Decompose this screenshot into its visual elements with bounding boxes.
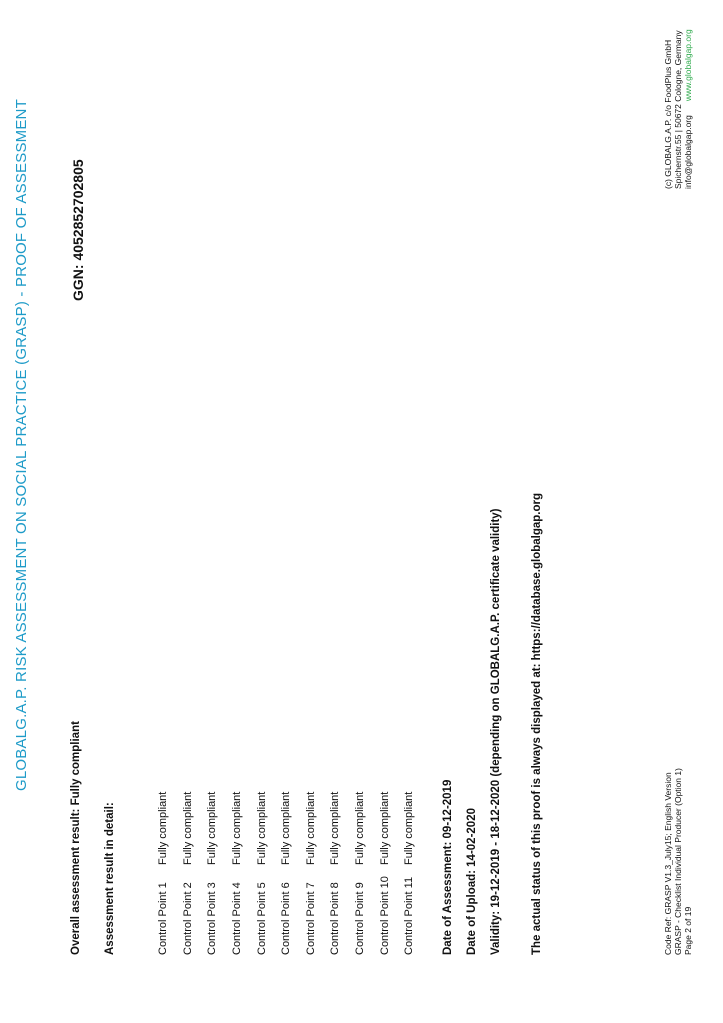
footer-contact	[683, 29, 693, 189]
control-point-row	[249, 792, 274, 955]
control-point-row	[397, 792, 422, 955]
ggn-number: GGN: 4052852702805	[70, 159, 86, 301]
footer-page-number: Page 2 of 19	[683, 906, 693, 955]
footer-email-link[interactable]: info@globalgap.org	[683, 115, 693, 189]
control-point-result: Fully compliant	[255, 791, 268, 865]
control-point-row	[151, 792, 176, 955]
footer-left	[663, 768, 693, 955]
control-point-name: Control Point 10	[378, 876, 391, 955]
control-point-result: Fully compliant	[181, 791, 194, 865]
date-section	[436, 508, 508, 955]
control-point-result: Fully compliant	[354, 791, 367, 865]
validity-period: Validity: 19-12-2019 - 18-12-2020 (depending on GLOBALG.A.P. certificate validity)	[490, 508, 502, 955]
control-point-result: Fully compliant	[403, 791, 416, 865]
footer-checklist: GRASP - Checklist Individual Producer (Option 1)	[673, 768, 683, 955]
control-point-result: Fully compliant	[378, 791, 391, 865]
control-point-result: Fully compliant	[206, 791, 219, 865]
date-of-assessment: Date of Assessment: 09-12-2019	[442, 779, 454, 955]
control-point-name: Control Point 1	[157, 882, 170, 955]
overall-result: Overall assessment result: Fully compliant	[70, 721, 82, 955]
control-point-name: Control Point 7	[304, 882, 317, 955]
date-of-upload: Date of Upload: 14-02-2020	[466, 808, 478, 955]
control-point-row	[372, 792, 397, 955]
control-point-row	[176, 792, 201, 955]
document-title: GLOBALG.A.P. RISK ASSESSMENT ON SOCIAL PRACTICE (GRASP) - PROOF OF ASSESSMENT	[13, 99, 30, 791]
control-point-row	[299, 792, 324, 955]
control-point-result: Fully compliant	[231, 791, 244, 865]
footer-website-link[interactable]: www.globalgap.org	[683, 29, 693, 102]
footer-right	[663, 29, 693, 189]
footer-code-ref: Code Ref: GRASP V1.3_July15; English Version	[663, 772, 673, 955]
control-point-row	[323, 792, 348, 955]
control-point-row	[225, 792, 250, 955]
control-point-row	[274, 792, 299, 955]
control-point-name: Control Point 2	[181, 882, 194, 955]
footer-address: Spichernstr.55 | 50672 Cologne, Germany	[673, 30, 683, 189]
control-point-row	[200, 792, 225, 955]
footer-copyright: (c) GLOBALG.A.P. c/o FoodPlus GmbH	[663, 39, 673, 189]
control-point-name: Control Point 5	[255, 882, 268, 955]
control-point-name: Control Point 6	[280, 882, 293, 955]
control-point-name: Control Point 11	[403, 876, 416, 955]
control-point-result: Fully compliant	[157, 791, 170, 865]
control-point-name: Control Point 3	[206, 882, 219, 955]
control-point-result: Fully compliant	[280, 791, 293, 865]
control-point-name: Control Point 9	[354, 882, 367, 955]
control-point-list	[151, 792, 422, 955]
status-note: The actual status of this proof is always displayed at: https://database.globalgap.org	[531, 493, 543, 955]
control-point-name: Control Point 8	[329, 882, 342, 955]
control-point-row	[348, 792, 373, 955]
control-point-result: Fully compliant	[304, 791, 317, 865]
control-point-name: Control Point 4	[231, 882, 244, 955]
control-point-result: Fully compliant	[329, 791, 342, 865]
detail-heading: Assessment result in detail:	[104, 802, 116, 955]
